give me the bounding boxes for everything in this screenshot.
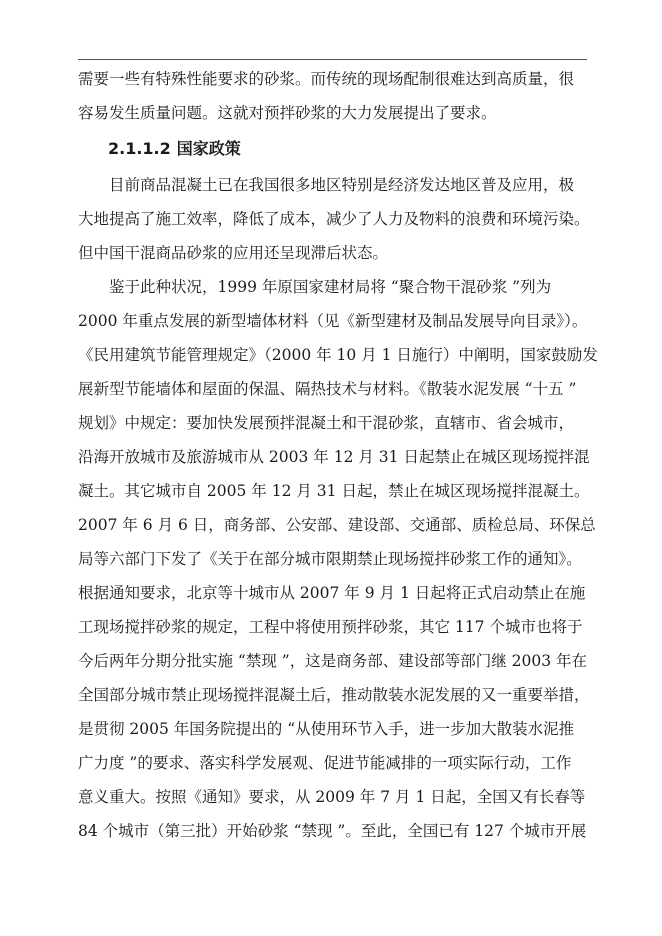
text-line: 容易发生质量问题。这就对预拌砂浆的大力发展提出了要求。 xyxy=(78,104,497,122)
section-heading xyxy=(78,130,598,168)
paragraph-2 xyxy=(78,270,598,848)
text-line: 沿海开放城市及旅游城市从 2003 年 12 月 31 日起禁止在城区现场搅拌混 xyxy=(78,448,590,466)
text-line: 凝土。其它城市自 2005 年 12 月 31 日起，禁止在城区现场搅拌混凝土。 xyxy=(78,482,590,500)
text-line: 是贯彻 2005 年国务院提出的 “从使用环节入手，进一步加大散装水泥推 xyxy=(78,720,575,738)
text-line: 2007 年 6 月 6 日，商务部、公安部、建设部、交通部、质检总局、环保总 xyxy=(78,516,596,534)
text-line: 需要一些有特殊性能要求的砂浆。而传统的现场配制很难达到高质量，很 xyxy=(78,70,575,88)
text-line: 规划》中规定：要加快发展预拌混凝土和干混砂浆，直辖市、省会城市， xyxy=(78,414,575,432)
intro-paragraph xyxy=(78,62,598,130)
paragraph-1 xyxy=(78,168,598,270)
text-line: 工现场搅拌砂浆的规定，工程中将使用预拌砂浆，其它 117 个城市也将于 xyxy=(78,618,583,636)
text-line: 全国部分城市禁止现场搅拌混凝土后，推动散装水泥发展的又一重要举措， xyxy=(78,686,590,704)
section-title: 国家政策 xyxy=(176,139,241,158)
text-line: 目前商品混凝土已在我国很多地区特别是经济发达地区普及应用，极 xyxy=(109,176,575,194)
text-line: 2000 年重点发展的新型墙体材料（见《新型建材及制品发展导向目录》）。 xyxy=(78,312,588,330)
text-line: 根据通知要求，北京等十城市从 2007 年 9 月 1 日起将正式启动禁止在施 xyxy=(78,584,586,602)
document-page xyxy=(78,62,598,848)
text-line: 展新型节能墙体和屋面的保温、隔热技术与材料。《散装水泥发展 “十五 ” xyxy=(78,380,577,398)
text-line: 大地提高了施工效率，降低了成本，减少了人力及物料的浪费和环境污染。 xyxy=(78,210,590,228)
text-line: 广力度 ”的要求、落实科学发展观、促进节能减排的一项实际行动，工作 xyxy=(78,754,572,772)
text-line: 今后两年分期分批实施 “禁现 ”，这是商务部、建设部等部门继 2003 年在 xyxy=(78,652,588,670)
text-line: 鉴于此种状况，1999 年原国家建材局将 “聚合物干混砂浆 ”列为 xyxy=(109,278,552,296)
text-line: 但中国干混商品砂浆的应用还呈现滞后状态。 xyxy=(78,244,389,262)
text-line: 局等六部门下发了《关于在部分城市限期禁止现场搅拌砂浆工作的通知》。 xyxy=(78,550,582,568)
section-number: 2.1.1.2 xyxy=(108,139,171,158)
text-line: 意义重大。按照《通知》要求，从 2009 年 7 月 1 日起，全国又有长春等 xyxy=(78,788,586,806)
header-rule xyxy=(78,59,587,60)
text-line: 《民用建筑节能管理规定》（2000 年 10 月 1 日施行）中阐明，国家鼓励发 xyxy=(78,346,598,364)
text-line: 84 个城市（第三批）开始砂浆 “禁现 ”。至此，全国已有 127 个城市开展 xyxy=(78,822,587,840)
